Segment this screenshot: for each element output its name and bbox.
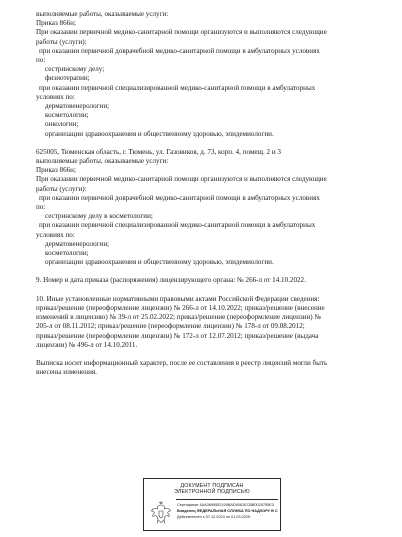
text-line: лицензии) № 496-л от 14.10.2011. (36, 340, 138, 349)
text-line: приказ/решение (переоформление лицензии) № 172-л от 12.07.2012; приказ/решение (выдача (36, 331, 319, 340)
text-line: условиях по: (36, 230, 75, 239)
text-line: дерматовенерологии; (45, 239, 110, 248)
text-line: онкологии; (45, 120, 79, 129)
text-line: по: (36, 203, 46, 212)
text-line: сестринскому делу в косметологии; (45, 212, 153, 221)
text-line: косметологии; (45, 111, 89, 120)
text-line: дерматовенерологии; (45, 102, 110, 111)
text-line: по: (36, 56, 46, 65)
address-line: 625005, Тюменская область, г. Тюмень, ул. Газовиков, д. 73, корп. 4, помещ. 2 и 3 (36, 147, 281, 156)
paragraph-gap (36, 267, 372, 276)
text-line: при оказании первичной доврачебной медико-санитарной помощи в амбулаторных условиях (39, 46, 320, 55)
text-line: выполняемые работы, оказываемые услуги: (36, 10, 169, 18)
coat-of-arms-icon (150, 501, 172, 525)
text-line: сестринскому делу; (45, 65, 105, 74)
electronic-signature-stamp (143, 478, 281, 531)
order-number-line: 9. Номер и дата приказа (распоряжения) лицензирующего органа: № 266-л от 14.10.2022. (36, 276, 306, 285)
stamp-title-line: ЭЛЕКТРОННОЙ ПОДПИСЬЮ (174, 489, 250, 496)
paragraph-gap (36, 139, 372, 148)
text-line: Приказ 866н; (36, 19, 76, 28)
text-line: организации здравоохранения и общественному здоровью, эпидемиологии. (45, 258, 274, 267)
certificate-number: Сертификат 4AA3695552109BAD9061ECBB0025755E3 (177, 503, 274, 507)
text-line: При оказании первичной медико-санитарной помощи организуются и выполняются следующие (36, 175, 327, 184)
stamp-title-line: ДОКУМЕНТ ПОДПИСАН (180, 483, 244, 489)
text-line: при оказании первичной специализированной медико-санитарной помощи в амбулаторных (39, 83, 316, 92)
disclaimer-line: внесены изменения. (36, 368, 97, 377)
license-extract-body (36, 10, 372, 377)
paragraph-gap (36, 350, 372, 359)
certificate-owner: Владелец ФЕДЕРАЛЬНАЯ СЛУЖБА ПО НАДЗОРУ В С (177, 509, 278, 513)
text-line: 205-л от 08.11.2012; приказ/решение (переоформление лицензии) № 178-л от 09.08.2012; (36, 322, 305, 331)
text-line: косметологии; (45, 249, 89, 258)
text-line: при оказании первичной доврачебной медико-санитарной помощи в амбулаторных условиях (39, 193, 320, 202)
text-line: физиотерапии; (45, 74, 90, 83)
text-line: условиях по: (36, 92, 75, 101)
text-line: 10. Иные установленные нормативными правовыми актами Российской Федерации сведения: (36, 294, 320, 303)
stamp-divider (176, 499, 278, 500)
stamp-title (144, 483, 280, 496)
text-line: организации здравоохранения и общественному здоровью, эпидемиологии. (45, 129, 274, 138)
certificate-validity: Действителен с 07.12.2023 по 01.03.2025 (177, 515, 250, 519)
text-line: приказ/решение (переоформление лицензии) № 266-л от 14.10.2022; приказ/решение (внесение (36, 303, 325, 312)
text-line: При оказании первичной медико-санитарной помощи организуются и выполняются следующие (36, 28, 327, 37)
paragraph-gap (36, 286, 372, 295)
text-line: выполняемые работы, оказываемые услуги: (36, 157, 169, 166)
disclaimer-line: Выписка носит информационный характер, после ее составления в реестр лицензий могли быть (36, 358, 328, 367)
text-line: работы (услуги): (36, 37, 87, 46)
text-line: изменений в лицензию) № 39-л от 25.02.2022; приказ/решение (переоформление лицензии) № (36, 313, 322, 322)
text-line: работы (услуги): (36, 184, 87, 193)
text-line: Приказ 866н; (36, 166, 76, 175)
text-line: при оказании первичной специализированной медико-санитарной помощи в амбулаторных (39, 221, 316, 230)
